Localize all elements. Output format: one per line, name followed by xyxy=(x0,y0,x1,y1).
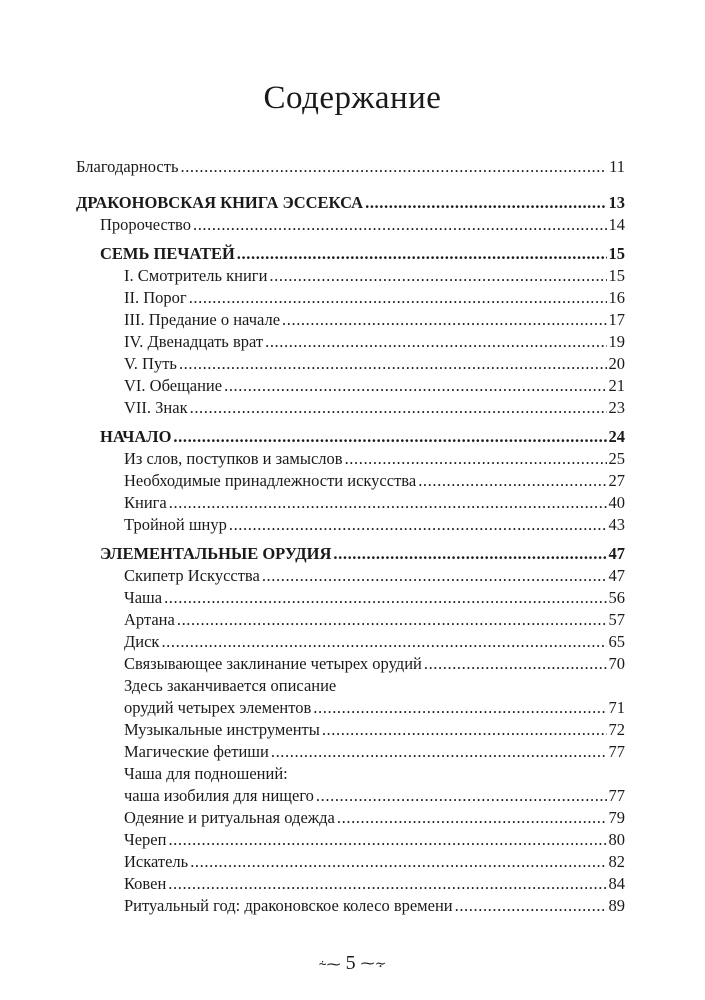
toc-entry xyxy=(124,353,625,375)
toc-entry xyxy=(100,214,625,236)
toc-entry-page: 57 xyxy=(608,610,625,629)
toc-entry xyxy=(124,470,625,492)
toc-entry xyxy=(124,829,625,851)
toc-entry-title: ДРАКОНОВСКАЯ КНИГА ЭССЕКСА xyxy=(76,193,364,212)
toc-entry-title: Тройной шнур xyxy=(124,515,227,534)
dot-leader xyxy=(180,156,607,178)
toc-entry-page: 15 xyxy=(608,244,625,263)
dot-leader xyxy=(269,265,606,287)
dot-leader xyxy=(316,785,607,807)
toc-entry-page: 82 xyxy=(608,852,625,871)
toc-entry-title: Чаша для подношений: xyxy=(124,764,288,783)
toc-entry-title: Книга xyxy=(124,493,167,512)
toc-entry-page: 13 xyxy=(608,193,625,212)
toc-entry xyxy=(100,543,625,565)
toc-entry xyxy=(124,763,625,785)
left-ornament: ⸞⁓ xyxy=(318,957,341,973)
toc-entry xyxy=(124,492,625,514)
toc-entry-page: 23 xyxy=(608,398,625,417)
toc-entry-page: 17 xyxy=(608,310,625,329)
toc-entry-page: 16 xyxy=(608,288,625,307)
dot-leader xyxy=(190,397,607,419)
toc-entry xyxy=(124,895,625,917)
toc-entry-title: III. Предание о начале xyxy=(124,310,281,329)
dot-leader xyxy=(365,192,606,214)
toc-entry xyxy=(124,719,625,741)
toc-entry-title: Ритуальный год: драконовское колесо времени xyxy=(124,896,453,915)
toc-entry-page: 47 xyxy=(608,566,625,585)
toc-entry-title: VI. Обещание xyxy=(124,376,223,395)
toc-entry xyxy=(100,426,625,448)
dot-leader xyxy=(237,243,607,265)
right-ornament: ⁓⸟ xyxy=(360,956,387,972)
toc-entry xyxy=(124,741,625,763)
toc-entry-title: Одеяние и ритуальная одежда xyxy=(124,808,335,827)
toc-entry xyxy=(124,375,625,397)
toc-entry-page: 14 xyxy=(608,215,625,234)
toc-entry-title: ЭЛЕМЕНТАЛЬНЫЕ ОРУДИЯ xyxy=(100,544,332,563)
toc-entry-page: 47 xyxy=(608,544,625,563)
toc-entry-title: Из слов, поступков и замыслов xyxy=(124,449,343,468)
toc-entry-title: II. Порог xyxy=(124,288,187,307)
toc-entry xyxy=(124,697,625,719)
toc-entry xyxy=(124,587,625,609)
toc-entry-page: 43 xyxy=(608,515,625,534)
dot-leader xyxy=(262,565,607,587)
dot-leader xyxy=(177,609,607,631)
dot-leader xyxy=(161,631,606,653)
toc-entry-title: Артана xyxy=(124,610,175,629)
toc-entry-title: СЕМЬ ПЕЧАТЕЙ xyxy=(100,244,235,263)
dot-leader xyxy=(229,514,607,536)
toc-entry-title: Необходимые принадлежности искусства xyxy=(124,471,417,490)
dot-leader xyxy=(424,653,607,675)
dot-leader xyxy=(455,895,607,917)
toc-entry-title: V. Путь xyxy=(124,354,177,373)
toc-entry-page: 56 xyxy=(608,588,625,607)
toc-entry xyxy=(124,873,625,895)
toc-entry-title: Ковен xyxy=(124,874,167,893)
toc-entry-title: IV. Двенадцать врат xyxy=(124,332,264,351)
toc-entry xyxy=(124,851,625,873)
toc-entry-title: Череп xyxy=(124,830,167,849)
toc-entry-page: 15 xyxy=(608,266,625,285)
dot-leader xyxy=(333,543,606,565)
dot-leader xyxy=(190,851,606,873)
toc-entry-title: I. Смотритель книги xyxy=(124,266,268,285)
toc-entry-page: 25 xyxy=(608,449,625,468)
toc-entry-page: 21 xyxy=(608,376,625,395)
toc-entry-title: чаша изобилия для нищего xyxy=(124,786,314,805)
dot-leader xyxy=(169,492,607,514)
dot-leader xyxy=(322,719,607,741)
toc-entry-page: 89 xyxy=(608,896,625,915)
toc-entry xyxy=(124,309,625,331)
toc-entry-title: Диск xyxy=(124,632,160,651)
dot-leader xyxy=(224,375,606,397)
toc-entry-page: 24 xyxy=(608,427,625,446)
toc-entry-title: Пророчество xyxy=(100,215,191,234)
toc-entry-page: 70 xyxy=(608,654,625,673)
toc-entry-title: орудий четырех элементов xyxy=(124,698,312,717)
toc-entry-page: 80 xyxy=(608,830,625,849)
page-footer xyxy=(0,952,705,975)
dot-leader xyxy=(173,426,606,448)
toc-entry-title: НАЧАЛО xyxy=(100,427,172,446)
dot-leader xyxy=(337,807,607,829)
toc-entry-page: 77 xyxy=(608,786,625,805)
dot-leader xyxy=(193,214,607,236)
toc-entry xyxy=(124,631,625,653)
toc-entry-title: Магические фетиши xyxy=(124,742,269,761)
dot-leader xyxy=(345,448,607,470)
toc-entry-page: 40 xyxy=(608,493,625,512)
toc-entry xyxy=(124,807,625,829)
dot-leader xyxy=(164,587,606,609)
dot-leader xyxy=(418,470,606,492)
toc-entry xyxy=(124,514,625,536)
toc-entry xyxy=(100,243,625,265)
toc-entry xyxy=(124,653,625,675)
toc-entry-page: 71 xyxy=(608,698,625,717)
page-number: 5 xyxy=(345,952,356,974)
dot-leader xyxy=(265,331,606,353)
toc-entry xyxy=(124,287,625,309)
toc-entry-page: 19 xyxy=(608,332,625,351)
toc-entry-title: Благодарность xyxy=(76,157,179,176)
toc-entry-page: 20 xyxy=(608,354,625,373)
toc-entry xyxy=(124,265,625,287)
toc-entry-title: Искатель xyxy=(124,852,189,871)
toc-entry-title: Здесь заканчивается описание xyxy=(124,676,337,695)
dot-leader xyxy=(282,309,606,331)
toc-entry-page: 72 xyxy=(608,720,625,739)
toc-entry xyxy=(124,331,625,353)
page-title: Содержание xyxy=(263,80,442,116)
dot-leader xyxy=(271,741,607,763)
dot-leader xyxy=(168,873,606,895)
toc-entry-page: 11 xyxy=(609,157,625,176)
toc-entry-title: Чаша xyxy=(124,588,163,607)
dot-leader xyxy=(189,287,607,309)
toc-entry xyxy=(124,448,625,470)
toc-entry xyxy=(124,565,625,587)
toc-entry-title: Связывающее заклинание четырех орудий xyxy=(124,654,422,673)
toc-entry-title: Скипетр Искусства xyxy=(124,566,260,585)
toc-entry xyxy=(124,397,625,419)
toc-entry-page: 27 xyxy=(608,471,625,490)
toc-entry xyxy=(124,675,625,697)
toc-entry xyxy=(76,156,625,178)
toc-entry xyxy=(124,609,625,631)
toc-entry-title: VII. Знак xyxy=(124,398,188,417)
toc-entry xyxy=(76,192,625,214)
dot-leader xyxy=(179,353,607,375)
toc-entry-page: 84 xyxy=(608,874,625,893)
toc-entry-title: Музыкальные инструменты xyxy=(124,720,320,739)
dot-leader xyxy=(313,697,606,719)
toc-entry-page: 79 xyxy=(608,808,625,827)
toc-entry-page: 77 xyxy=(608,742,625,761)
toc-entry-page: 65 xyxy=(608,632,625,651)
dot-leader xyxy=(168,829,606,851)
toc-entry xyxy=(124,785,625,807)
